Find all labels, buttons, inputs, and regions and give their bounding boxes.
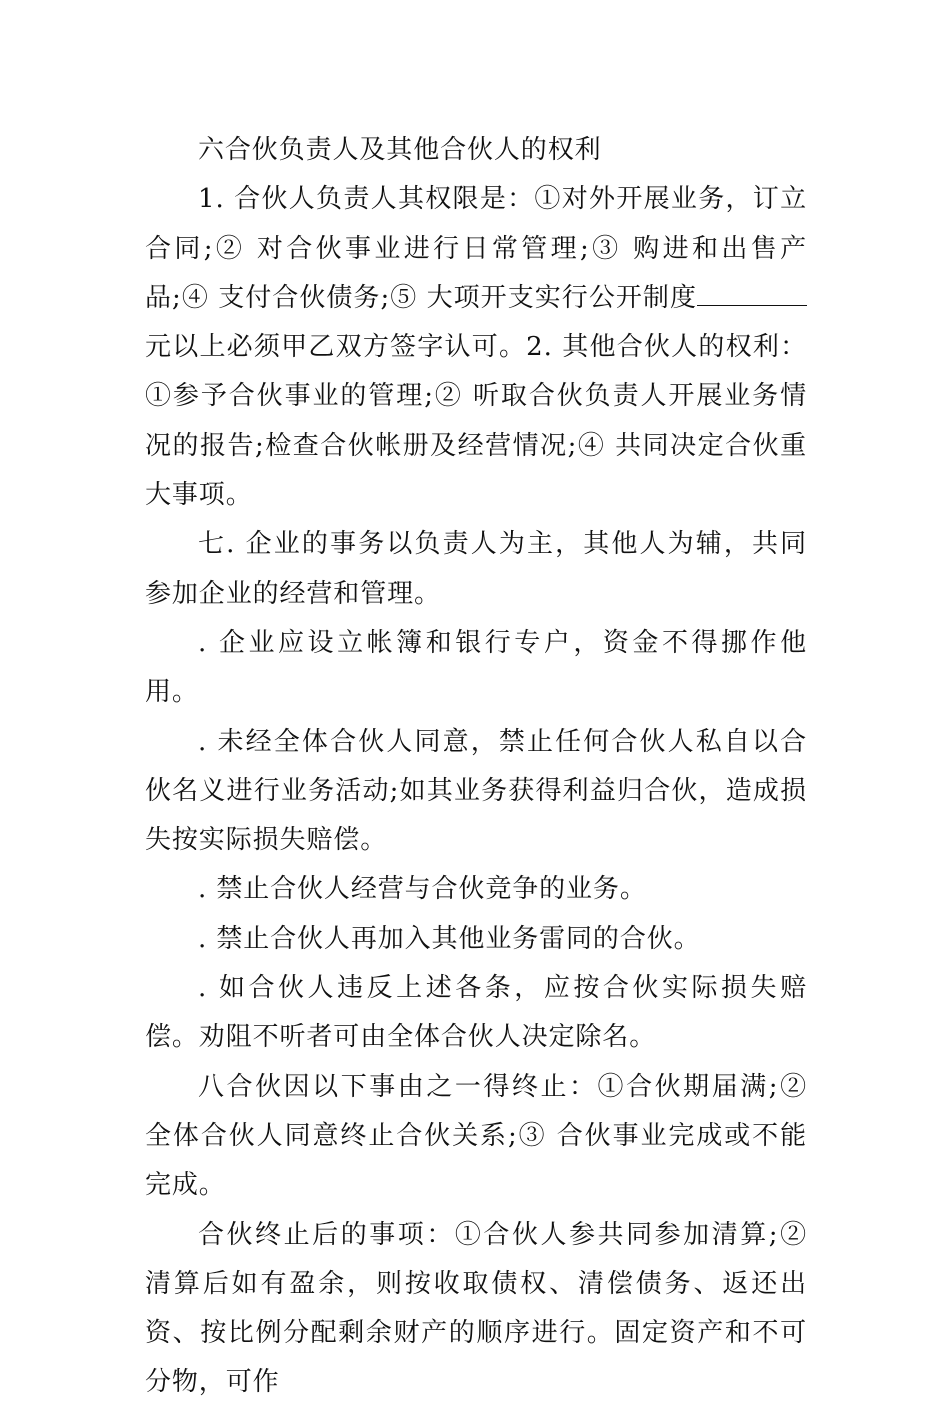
section-heading-six: 六合伙负责人及其他合伙人的权利 [198, 135, 602, 165]
paragraph-text: 1. 合伙人负责人其权限是：①对外开展业务，订立合同;② 对合伙事业进行日常管理;③ 购进和出售产品;④ 支付合伙债务;⑤ 大项开支实行公开制度 [145, 184, 807, 313]
clause-no-competition: . 禁止合伙人经营与合伙竞争的业务。 [198, 874, 647, 905]
document-body [145, 126, 807, 1408]
section-eight: 八合伙因以下事由之一得终止：①合伙期届满;② 全体合伙人同意终止合伙关系;③ 合伙事业完成或不能完成。 [145, 1071, 807, 1201]
clause-unauthorized-business: . 未经全体合伙人同意，禁止任何合伙人私自以合伙名义进行业务活动;如其业务获得利益归合伙，造成损失按实际损失赔偿。 [145, 726, 807, 856]
clause-bank-account: . 企业应设立帐簿和银行专户，资金不得挪作他用。 [145, 627, 807, 708]
paragraph-partner-rights [145, 175, 807, 520]
paragraph-text: 元以上必须甲乙双方签字认可。2. 其他合伙人的权利：①参予合伙事业的管理;② 听取合伙负责人开展业务情况的报告;检查合伙帐册及经营情况;④ 共同决定合伙重大事项。 [145, 332, 807, 511]
clause-violation: . 如合伙人违反上述各条，应按合伙实际损失赔偿。劝阻不听者可由全体合伙人决定除名。 [145, 973, 807, 1053]
section-seven: 七. 企业的事务以负责人为主，其他人为辅，共同参加企业的经营和管理。 [145, 529, 807, 609]
amount-blank [697, 285, 807, 306]
paragraph-termination-matters: 合伙终止后的事项：①合伙人参共同参加清算;② 清算后如有盈余，则按收取债权、清偿债务、返还出资、按比例分配剩余财产的顺序进行。固定资产和不可分物，可作 [145, 1219, 807, 1398]
clause-no-other-partnership: . 禁止合伙人再加入其他业务雷同的合伙。 [198, 923, 701, 954]
